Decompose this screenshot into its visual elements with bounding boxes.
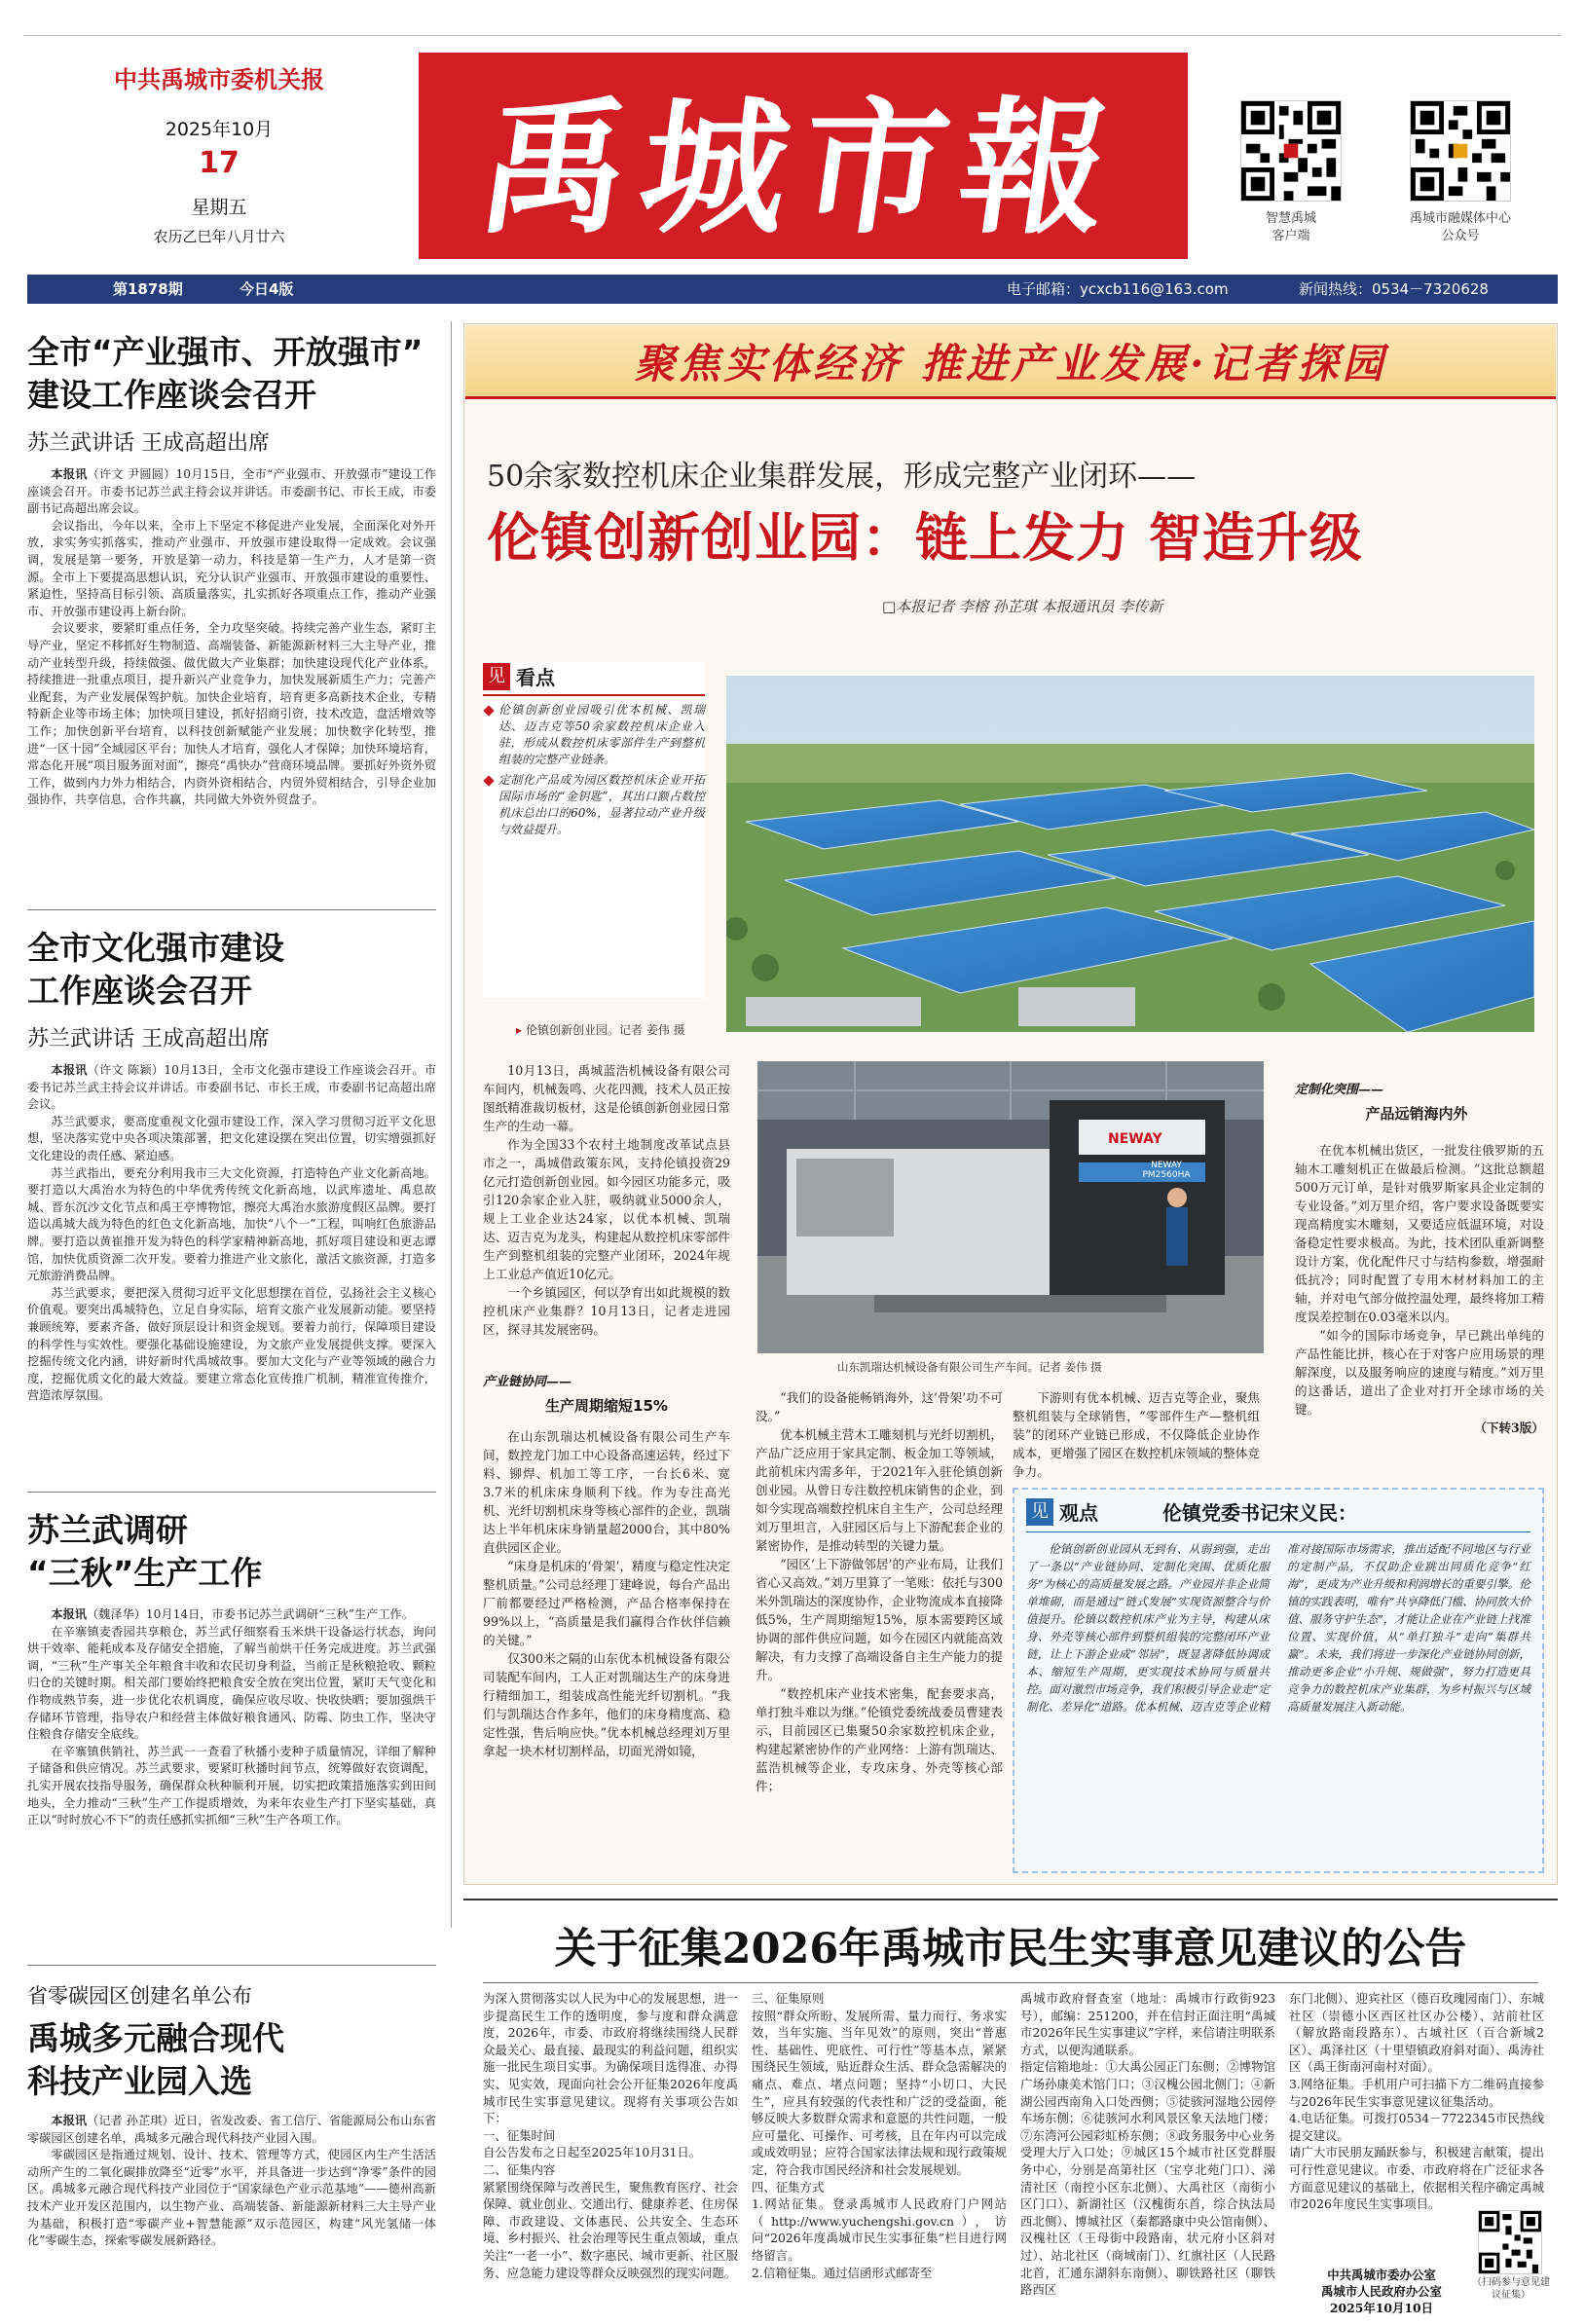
aerial-photo-caption: ▸ 伦镇创新创业园。记者 姜伟 摄 [516, 1022, 685, 1037]
article-autumn-harvest [27, 1509, 436, 1829]
article-subtitle: 苏兰武讲话 王成高超出席 [27, 1027, 270, 1051]
feature-column-1b: 在山东凯瑞达机械设备有限公司生产车间，数控龙门加工中心设备高速运转，经过下料、铆焊、机加工等工序，一台长6米、宽3.7米的机床床身顺利下线。作为专注高光机、光纤切割机床身等核心部件的企业，凯瑞达上半年机床床身销量超2000台，其中80%直供园区企业。 “床身是机床的‘骨架’，精度与稳定性决定整机质量。”公司总经理丁建峰说，每台产品出厂前都要经过严格检测，产品合格率保持在99%以上，“高质量是我们赢得合作伙伴信赖的关键。” 仅300米之隔的山东优本机械设备有限公司装配车间内，工人正对凯瑞达生产的床身进行精细加工，组装成高性能光纤切割机。“我们与凯瑞达合作多年，他们的床身精度高、稳定性强，售后响应快。”优本机械总经理刘万里拿起一块木材切割样品，切面光滑如镜， [483, 1429, 730, 1758]
feature-column-3: 下游则有优本机械、迈吉克等企业，聚焦整机组装与全球销售，“零部件生产—整机组装”的闭环产业链已形成，不仅降低企业协作成本，更增强了园区在数控机床领域的整体竞争力。 [1013, 1390, 1260, 1479]
machine-sign: NEWAY PM2560HA [1142, 1161, 1191, 1180]
kandian-point-2: 定制化产品成为园区数控机床企业开拓国际市场的“金钥匙”，其出口额占数控机床总出口的60%，显著拉动产业升级与效益提升。 [483, 772, 705, 838]
article-industry-meeting [27, 331, 436, 809]
newspaper-logo [419, 53, 1188, 259]
article-body: 本报讯（许文 陈颖）10月13日，全市文化强市建设工作座谈会召开。市委书记苏兰武主持会议并讲话。市委副书记、市长王成，市委副书记高超出席会议。 苏兰武要求，要高度重视文化强市建设工作，深入学习贯彻习近平文化思想，坚决落实党中央各项决策部署，把文化建设摆在突出位置，切实增强抓好文化建设的责任感、紧迫感。 苏兰武指出，要充分利用我市三大文化资源，打造特色产业文化新高地。要打造以大禹治水为特色的中华优秀传统文化新高地，以武库遗址、禹息故城、晋东沉沙文化节点和禹王亭博物馆，擦亮大禹治水旅游度假区品牌。要打造以禹城大战为特色的红色文化新高地，加快“八个一”工程，叫响红色旅游品牌。要打造以黄崔推开发为特色的科学家精神新高地，抓好项目建设和更志谭馆，加快优质资源二次开发。要着力推进产业文旅化，激活文旅资源，打造多元旅游消费品牌。 苏兰武要求，要把深入贯彻习近平文化思想摆在首位，弘扬社会主义核心价值观。要突出禹城特色，立足自身实际，培育文旅产业发展新动能。要坚持兼顾统筹，要素齐备，做好顶层设计和资金规划。要着力前行，保障项目建设的科学性与实效性。要强化基础设施建设，为文旅产业发展提供支撑。要深入挖掘传统文化内涵，讲好新时代禹城故事。要加大文化与产业等领域的融合力度，挖掘优质文化的最大效益。要建立常态化宣传推广机制，精准宣传推介，营造浓厚氛围。 [27, 1063, 437, 1403]
kandian-label: 看点 [516, 666, 555, 689]
feature-kicker: 50余家数控机床企业集群发展，形成完整产业闭环—— [487, 460, 1197, 494]
section-title: 产品远销海内外 [1365, 1105, 1468, 1123]
app-qr-label: 智慧禹城 客户端 [1265, 211, 1316, 243]
viewpoint-body: 伦镇创新创业园从无到有、从弱到强，走出了一条以“产业链协同、定制化突围、优质化服务”为核心的高质量发展之路。产业园并非企业简单堆砌，而是通过“链式发展”实现资源整合与价值提升。伦镇以数控机床产业为主导，构建从床身、外壳等核心部件到整机组装的完整闭环产业链，让上下游企业成“邻居”，既显著降低协调成本、缩短生产周期，更实现技术协同与质量共控。面对激烈市场竞争，我们积极引导企业走“定制化、差异化”道路。优本机械、迈吉克等企业精准对接国际市场需求，推出适配不同地区与行业的定制产品，不仅助企业跳出同质化竞争“红海”，更成为产业升级和利润增长的重要引擎。伦镇的实践表明，唯有“共享降低门槛、协同放大价值、服务守护生态”，才能让企业在产业链上找准位置、实现价值，从“单打独斗”走向“集群共赢”。未来，我们将进一步深化产业链协同创新，推动更多企业“小升规、规做强”，努力打造更具竞争力的数控机床产业集群，为乡村振兴与区域高质量发展注入新动能。 [1026, 1542, 1530, 1714]
notice-top-rule [463, 1899, 1558, 1900]
top-rule [23, 35, 1562, 36]
kandian-box [483, 662, 705, 998]
viewpoint-box [1013, 1488, 1544, 1873]
email: 电子邮箱：ycxcb116@163.com [1007, 280, 1229, 298]
page-count: 今日4版 [240, 280, 294, 298]
notice-title-rule [483, 1982, 1538, 1983]
wechat-qr-label: 禹城市融媒体中心 公众号 [1409, 211, 1511, 243]
article-title: 全市“产业强市、开放强市” 建设工作座谈会召开 [27, 333, 424, 414]
viewpoint-divider [1026, 1531, 1530, 1532]
section-rule [27, 1492, 436, 1493]
feature-headline: 伦镇创新创业园：链上发力 智造升级 [487, 507, 1363, 569]
viewpoint-icon: 见 [1026, 1498, 1053, 1526]
bullet-icon [483, 775, 494, 786]
viewpoint-label: 观点 [1059, 1501, 1098, 1525]
notice-title: 关于征集2026年禹城市民生实事意见建议的公告 [554, 1925, 1467, 1974]
article-title: 全市文化强市建设 工作座谈会召开 [27, 929, 284, 1010]
kandian-icon: 见 [483, 663, 510, 690]
notice-column-1: 为深入贯彻落实以人民为中心的发展思想，进一步提高民生工作的透明度，参与度和群众满意度，2026年，市委、市政府将继续围绕人民群众最关心、最直接、最现实的利益问题，组织实施一批民生项目实事。为确保项目选得准、办得实、见实效，现面向社会公开征集2026年度禹城市民生实事意见建议。现将有关事项公告如下： 一、征集时间 自公告发布之日起至2025年10月31日。 二、征集内容 紧紧围绕保障与改善民生，聚焦教育医疗、社会保障、就业创业、交通出行、健康养老、住房保障、市政建设、文体惠民、公共安全、生态环境、乡村振兴、社会治理等民生重点领域，重点关注“一老一小”、数字惠民、城市更新、社区服务、应急能力建设等群众反映强烈的现实问题。 [483, 1991, 738, 2280]
kandian-point-1: 伦镇创新创业园吸引优本机械、凯瑞达、迈吉克等50余家数控机床企业入驻，形成从数控机床零部件生产到整机组装的完整产业链条。 [483, 702, 705, 768]
article-body: 本报讯（许文 尹圆圆）10月15日，全市“产业强市、开放强市”建设工作座谈会召开。市委书记苏兰武主持会议并讲话。市委副书记、市长王成，市委副书记高超出席会议。 会议指出，今年以来，全市上下坚定不移促进产业发展，全面深化对外开放，求实务实抓落实，推动产业强市、开放强市建设取得一定成效。会议强调，发展是第一要务，开放是第一动力，科技是第一生产力，人才是第一资源。全市上下要提高思想认识，充分认识产业强市、开放强市建设的重要性、紧迫性，坚持高目标引领、高质量落实，扎实抓好各项重点工作，推动产业强市、开放强市建设再上新台阶。 会议要求，要紧盯重点任务，全力攻坚突破。持续完善产业生态，紧盯主导产业，坚定不移抓好生物制造、高端装备、新能源新材料三大主导产业，推动产业转型升级，持续做强、做优做大产业集群；加快建设现代化产业体系，持续推进一批重点项目，提升新兴产业竞争力，加快发展新质生产力；完善产业配套，为产业发展保驾护航。加快企业培育，培育更多高新技术企业，专精特新企业等市场主体；加快项目建设，抓好招商引资，技术改造，盘活增效等工作；加快创新平台培育，以科技创新赋能产业发展；加快数字化转型，推进“一区十园”全域园区平台；加快人才培育，强化人才保障；加快环境培育，常态化开展“项目服务面对面”，擦亮“禹快办”营商环境品牌。要抓好外资外贸工作，做到内力外力相结合，内资外资相结合，内贸外贸相结合，引导企业加强协作，共享信息，合作共赢，共同做大外资外贸盘子。 [27, 467, 436, 807]
notice-qr-label: （扫码参与意见建议征集） [1472, 2277, 1550, 2301]
article-body: 本报讯（魏泽华）10月14日，市委书记苏兰武调研“三秋”生产工作。 在辛寨镇麦香园共享粮仓，苏兰武仔细察看玉米烘干设备运行状态，询问烘干效率、能耗成本及存储安全措施，了解当前烘干任务完成进度。苏兰武强调，“三秋”生产事关全年粮食丰收和农民切身利益，当前正是秋粮抢收、颗粒归仓的关键时期。相关部门要始终把粮食安全放在突出位置，紧盯天气变化和作物成熟节奏，进一步优化农机调度，确保应收尽收、快收快晒；要加强烘干存储环节管理，指导农户和经营主体做好粮食通风、防霉、防虫工作，坚决守住粮食存储安全底线。 在辛寨镇供销社，苏兰武一一查看了秋播小麦种子质量情况，详细了解种子储备和供应情况。苏兰武要求，要紧盯秋播时间节点，统筹做好农资调配，扎实开展农技指导服务，确保群众秋种顺利开展，切实把政策措施落实到田间地头，全力推动“三秋”生产工作提质增效，为来年农业生产打下坚实基础，真正以“时时放心不下”的责任感抓实抓细“三秋”生产各项工作。 [27, 1607, 436, 1827]
feature-byline: □本报记者 李榕 孙芷琪 本报通讯员 李传新 [882, 598, 1163, 615]
banner-text: 聚焦实体经济 推进产业发展·记者探园 [634, 339, 1387, 387]
article-culture-meeting [27, 927, 436, 1405]
notice-signature: 中共禹城市委办公室 禹城市人民政府办公室 2025年10月10日 [1321, 2268, 1442, 2315]
feature-banner [465, 325, 1556, 399]
feature-column-4: 在优本机械出货区，一批发往俄罗斯的五轴木工雕刻机正在做最后检测。“这批总额超500万元订单，是针对俄罗斯家具企业定制的专业设备。”刘万里介绍，客户要求设备既要实现高精度实木雕刻，又要适应低温环境，对设备稳定性要求极高。为此，技术团队重新调整设计方案，优化配件尺寸与结构参数，增强耐低抗冷；同时配置了专用木材材料加工的主轴，并对电气部分做控温处理，最终将加工精度误差控制在0.03毫米以内。 “如今的国际市场竞争，早已跳出单纯的产品性能比拼，核心在于对客户应用场景的理解深度，以及服务响应的速度与精度。”刘万里的这番话，道出了企业对打开全球市场的关键。 （下转3版） [1295, 1143, 1544, 1435]
article-title: 苏兰武调研 “三秋”生产工作 [27, 1511, 263, 1592]
hotline: 新闻热线：0534－7320628 [1299, 280, 1489, 298]
svg-text:NEWAY: NEWAY [1108, 1131, 1162, 1147]
section-heading-supply-chain [483, 1371, 730, 1416]
kandian-divider [483, 694, 705, 696]
article-zero-carbon [27, 1980, 436, 2250]
section-tag: 产业链协同—— [483, 1375, 572, 1389]
notice-qr-code[interactable] [1478, 2210, 1542, 2274]
section-title: 生产周期缩短15% [545, 1397, 668, 1415]
section-rule [27, 909, 436, 910]
article-title: 禹城多元融合现代 科技产业园入选 [27, 2019, 284, 2100]
factory-photo-caption: 山东凯瑞达机械设备有限公司生产车间。记者 姜伟 摄 [837, 1360, 1102, 1374]
feature-column-2: “我们的设备能畅销海外，这‘骨架’功不可没。” 优本机械主营木工雕刻机与光纤切割机，产品广泛应用于家具定制、板金加工等领域，此前机床内需多年，于2021年入驻伦镇创新创业园。从曾日专注数控机床销售的企业，到如今实现高端数控机床自主生产，公司总经理刘万里坦言，入驻园区后与上下游配套企业的紧密协作，是推动转型的关键力量。 “园区‘上下游做邻居’的产业布局，让我们省心又高效。”刘万里算了一笔账：依托与300米外凯瑞达的深度协作，企业物流成本直接降低5%，生产周期缩短15%，原本需要跨区域协调的部件供应问题，如今在园区内就能高效解决，有力支撑了高端设备自主生产能力的提升。 “数控机床产业技术密集，配套要求高，单打独斗难以为继。”伦镇党委统战委员曹建表示，目前园区已集聚50余家数控机床企业，构建起紧密协作的产业网络：上游有凯瑞达、蓝浩机械等企业，专攻床身、外壳等核心部件； [756, 1390, 1003, 1793]
bullet-icon [483, 705, 494, 716]
lunar-date: 农历乙巳年八月廿六 [153, 228, 285, 245]
notice-column-3: 禹城市政府督查室（地址：禹城市行政街923号），邮编：251200，并在信封正面注明“禹城市2026年民生实事建议”字样，来信请注明联系方式，以便沟通联系。 指定信箱地址：①大禹公园正门东侧；②博物馆广场孙康美术馆门口；③汉槐公园北侧门；④新湖公园西南角入口处西侧；⑤徒骇河湿地公园停车场东侧；⑥徒骇河水利风景区象天法地门楼；⑦东湾河公园彩虹桥东侧；⑧政务服务中心业务受理大厅入口处；⑨城区15个城市社区党群服务中心，分别是高第社区（宝亨北苑门口）、涕清社区（南控小区东北侧）、大禹社区（南街小区门口）、新湖社区（汉槐街东首，综合执法局西北侧）、博城社区（秦都路康中央公馆南侧）、汉槐社区（王母街中段路南，状元府小区斜对过）、站北社区（商城南门）、红旗社区（人民路北首，汇通东湖斜东南侧）、聊铁路社区（聊铁路西区 [1020, 1991, 1275, 2298]
viewpoint-speaker: 伦镇党委书记宋义民： [1162, 1501, 1357, 1525]
newspaper-title: 禹城市報 [469, 83, 1133, 254]
notice-column-4: 东门北侧）、迎宾社区（德百玫瑰园南门）、东城社区（崇德小区西区社区办公楼）、站前社区（解放路南段路东）、古城社区（百合新城2区）、禹泽社区（十里望镇政府斜对面）、禹涛社区（禹王街南河南村对面）。 3.网络征集。手机用户可扫描下方二维码直接参与2026年民生实事意见建议征集活动。 4.电话征集。可拨打0534－7722345市民热线提交建议。 请广大市民朋友踊跃参与，积极建言献策，提出可行性意见建议。市委、市政府将在广泛征求各方面意见建议的基础上，依据相关程序确定禹城市2026年度民生实事项目。 [1289, 1991, 1544, 2212]
issue-date: 2025年10月 [165, 119, 274, 140]
section-tag: 定制化突围—— [1295, 1083, 1384, 1097]
article-body: 本报讯（记者 孙芷琪）近日，省发改委、省工信厅、省能源局公布山东省零碳园区创建名单，禹城多元融合现代科技产业园入围。 零碳园区是指通过规划、设计、技术、管理等方式，使园区内生产生活活动所产生的二氧化碳排放降至“近零”水平，并具备进一步达到“净零”条件的园区。禹城多元融合现代科技产业园位于“国家绿色产业示范基地”——德州高新技术产业开发区范围内，以生物产业、高端装备、新能源新材料三大主导产业为基础，积极打造“零碳产业+智慧能源”双示范园区，构建“风光氢储一体化”零碳生态，探索零碳发展新路径。 [27, 2114, 437, 2248]
continued-note: （下转3版） [1474, 1420, 1544, 1435]
industrial-park-aerial-photo [726, 676, 1534, 1032]
feature-column-1: 10月13日，禹城蓝浩机械设备有限公司车间内，机械轰鸣、火花四溅，技术人员正按图纸精准裁切板材，这是伦镇创新创业园日常生产的生动一幕。 作为全国33个农村土地制度改革试点县市之一，禹城借政策东风，支持伦镇投资29亿元打造创新创业园。如今园区功能多元，吸引120余家企业入驻，吸纳就业5000余人，规上工业企业达24家，以优本机械、凯瑞达、迈吉克为龙头，构建起从数控机床零部件生产到整机组装的完整产业闭环，2024年规上工业总产值近10亿元。 一个乡镇园区，何以孕育出如此规模的数控机床产业集群？10月13日，记者走进园区，探寻其发展密码。 [483, 1063, 730, 1337]
app-qr-code[interactable] [1240, 100, 1342, 202]
article-subtitle: 苏兰武讲话 王成高超出席 [27, 431, 270, 456]
kandian-header [483, 662, 705, 690]
notice-column-2: 三、征集原则 按照“群众所盼、发展所需、量力而行、务求实效，当年实施、当年见效”的原则，突出“普惠性、基础性、兜底性、可行性”等基本点，紧紧围绕民生领域，贴近群众生活、群众急需解决的痛点、难点、堵点问题；坚持“小切口、大民生”，应具有较强的代表性和广泛的受益面，能够反映大多数群众需求和意愿的共性问题，一般应可量化、可操作、可考核，且在年内可以完成或成效明显；应符合国家法律法规和现行政策规定，符合我市国民经济和社会发展规划。 四、征集方式 1.网站征集。登录禹城市人民政府门户网站（http://www.yuchengshi.gov.cn），访问“2026年度禹城市民生实事征集”栏目进行网络留言。 2.信箱征集。通过信函形式邮寄至 [752, 1991, 1007, 2280]
wechat-qr-code[interactable] [1410, 100, 1511, 202]
issue-day: 17 [199, 146, 240, 180]
caption-arrow-icon: ▸ [516, 1022, 523, 1037]
issue-weekday: 星期五 [191, 197, 247, 218]
article-tag: 省零碳园区创建名单公布 [27, 1984, 252, 2008]
section-rule [27, 1965, 436, 1966]
section-heading-customization [1295, 1079, 1538, 1124]
info-bar [27, 275, 1558, 304]
viewpoint-header [1026, 1497, 1530, 1526]
left-column-divider [451, 321, 452, 1928]
party-org: 中共禹城市委机关报 [114, 65, 324, 93]
factory-workshop-photo [757, 1061, 1264, 1353]
issue-number: 第1878期 [113, 280, 183, 298]
